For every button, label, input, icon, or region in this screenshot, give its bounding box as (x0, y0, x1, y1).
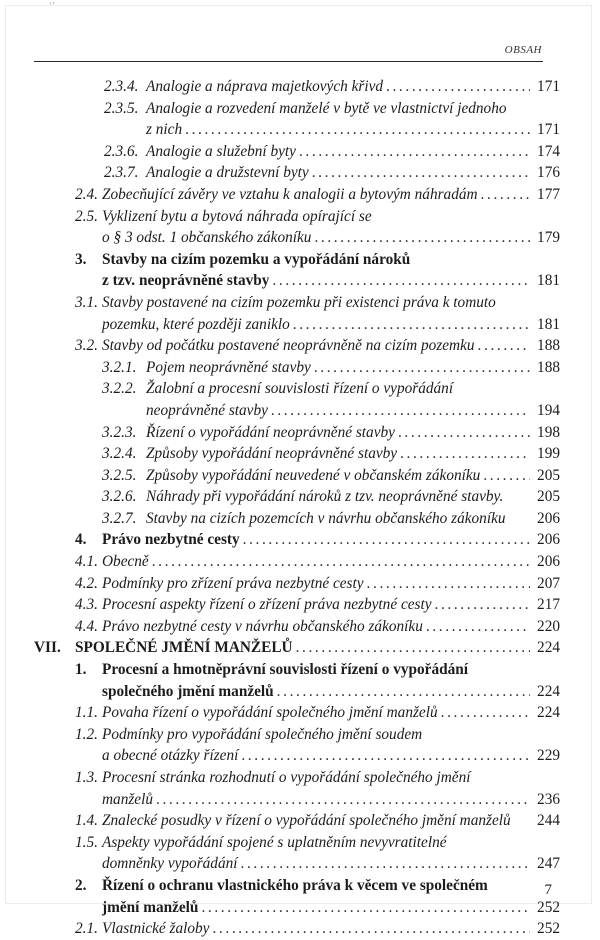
toc-entry-number: 2.3.4. (104, 78, 139, 95)
toc-entry-page: 207 (537, 574, 560, 592)
toc-entry-number: 3.2.2. (102, 380, 137, 398)
toc-entry-title: SPOLEČNÉ JMĚNÍ MANŽELŮ (75, 639, 293, 657)
dot-leader (209, 918, 530, 940)
toc-entry-line (0, 897, 600, 919)
dot-leader (296, 141, 530, 163)
toc-entry-number: 2.1. (75, 920, 98, 938)
toc-entry-page: 206 (537, 531, 560, 549)
toc-entry-page: 236 (537, 790, 560, 808)
toc-entry-page: 188 (537, 358, 560, 376)
toc-entry-title: společného jmění manželů (102, 682, 274, 700)
toc-entry-line (0, 162, 600, 184)
toc-entry-line (0, 724, 600, 746)
toc-entry-line (0, 249, 600, 271)
toc-entry-number: 4.1. (75, 553, 98, 571)
toc-entry-line (0, 659, 600, 681)
toc-entry-title: Stavby na cizích pozemcích v návrhu občanského zákoníku (146, 509, 506, 527)
dot-leader (423, 616, 530, 638)
toc-entry-number: 1.5. (75, 833, 98, 851)
toc-entry-title: Aspekty vypořádání spojené s uplatněním nevyvratitelné (102, 833, 447, 851)
dot-leader (182, 119, 530, 141)
toc-entry-line (0, 314, 600, 336)
toc-entry-number: 1.3. (75, 769, 98, 786)
toc-entry-title: domněnky vypořádání (102, 855, 238, 873)
toc-entry-line (0, 465, 600, 487)
toc-entry-line (0, 767, 600, 789)
toc-entry-title: Stavby od počátku postavené neoprávněně na cizím pozemku (102, 337, 475, 355)
toc-entry-line (0, 422, 600, 444)
toc-entry-number: 2.3.7. (104, 164, 139, 182)
toc-entry-title: Řízení o vypořádání neoprávněné stavby (146, 423, 395, 441)
toc-entry-title: Náhrady při vypořádání nároků z tzv. neoprávněné stavby. (146, 488, 504, 506)
dot-leader (364, 573, 530, 595)
toc-entry-page: 181 (537, 272, 560, 290)
dot-leader (268, 400, 530, 422)
toc-entry-line (0, 745, 600, 767)
toc-entry-line (0, 853, 600, 875)
toc-entry-title: Stavby na cizím pozemku a vypořádání nároků (102, 250, 411, 268)
toc-entry-line (0, 810, 600, 832)
dot-leader (290, 314, 530, 336)
toc-entry-line (0, 357, 600, 379)
toc-entry-line (0, 616, 600, 638)
toc-entry-line (0, 486, 600, 508)
dot-leader (438, 702, 530, 724)
toc-entry-number: 3.2.4. (102, 445, 137, 463)
toc-entry-number: 4. (75, 531, 87, 549)
toc-entry-number: VII. (34, 639, 61, 657)
toc-entry-page: 171 (537, 121, 560, 139)
dot-leader (238, 745, 530, 767)
toc-entry-page: 220 (537, 617, 560, 635)
dot-leader (198, 897, 530, 919)
toc-entry-title: Žalobní a procesní souvislosti řízení o vypořádání (146, 380, 454, 398)
toc-entry-title: Způsoby vypořádání neoprávněné stavby (146, 445, 398, 463)
toc-entry-page: 224 (537, 682, 560, 700)
toc-entry-line (0, 573, 600, 595)
dot-leader (383, 76, 530, 98)
toc-entry-line (0, 594, 600, 616)
toc-entry-page: 229 (537, 747, 560, 765)
toc-entry-title: z nich (146, 121, 183, 139)
header-rule (34, 61, 543, 62)
toc-entry-title: Analogie a služební byty (146, 142, 296, 160)
toc-entry-page: 199 (537, 445, 560, 463)
toc-entry-line (0, 270, 600, 292)
toc-entry-number: 2.5. (75, 207, 98, 225)
toc-entry-line (0, 335, 600, 357)
dot-leader (475, 335, 530, 357)
dot-leader (149, 551, 530, 573)
toc-entry-title: Procesní a hmotněprávní souvislosti řízení o vypořádání (102, 661, 469, 679)
dot-leader (311, 357, 530, 379)
toc-entry-number: 4.2. (75, 574, 98, 592)
toc-entry-title: Právo nezbytné cesty (102, 531, 240, 549)
toc-entry-page: 171 (537, 78, 560, 95)
toc-entry-title: Vyklizení bytu a bytová náhrada opírající se (102, 207, 372, 225)
toc-entry-title: z tzv. neoprávněné stavby (102, 272, 270, 290)
table-of-contents (0, 76, 600, 940)
toc-entry-page: 224 (537, 639, 560, 657)
toc-entry-number: 2.4. (75, 185, 98, 203)
toc-entry-number: 1. (75, 661, 87, 679)
toc-entry-title: pozemku, které později zaniklo (102, 315, 290, 333)
toc-entry-page: 177 (537, 185, 560, 203)
toc-entry-number: 1.2. (75, 725, 98, 743)
toc-entry-line (0, 184, 600, 206)
toc-entry-page: 206 (537, 509, 560, 527)
toc-entry-number: 3.2.3. (102, 423, 137, 441)
toc-entry-line (0, 637, 600, 659)
toc-entry-title: Procesní aspekty řízení o zřízení práva nezbytné cesty (102, 596, 432, 614)
dot-leader (240, 529, 530, 551)
toc-entry-title: Podmínky pro zřízení práva nezbytné cesty (102, 574, 364, 592)
toc-entry-line (0, 227, 600, 249)
dot-leader (395, 422, 530, 444)
toc-entry-number: 1.1. (75, 704, 98, 722)
dot-leader (274, 681, 530, 703)
dot-leader (397, 443, 530, 465)
toc-entry-title: manželů (102, 790, 153, 808)
dot-leader (311, 227, 530, 249)
toc-entry-number: 3.2.7. (102, 509, 137, 527)
toc-entry-number: 4.3. (75, 596, 98, 614)
toc-entry-page: 181 (537, 315, 560, 333)
dot-leader (309, 162, 530, 184)
toc-entry-page: 247 (537, 855, 560, 873)
toc-entry-line (0, 378, 600, 400)
toc-entry-page: 252 (537, 898, 560, 916)
toc-entry-page: 179 (537, 229, 560, 247)
toc-entry-line (0, 292, 600, 314)
toc-entry-title: Povaha řízení o vypořádání společného jmění manželů (102, 704, 438, 722)
dot-leader (238, 853, 530, 875)
toc-entry-title: neoprávněné stavby (146, 401, 268, 419)
toc-entry-title: Stavby postavené na cizím pozemku při existenci práva k tomuto (102, 293, 496, 311)
toc-entry-title: Vlastnické žaloby (102, 920, 210, 938)
toc-entry-line (0, 832, 600, 854)
toc-entry-line (0, 529, 600, 551)
toc-entry-number: 3.2.1. (102, 358, 137, 376)
toc-entry-line (0, 702, 600, 724)
page-number: 7 (544, 882, 552, 898)
toc-entry-number: 3.1. (75, 293, 98, 311)
toc-entry-page: 217 (537, 596, 560, 614)
toc-entry-line (0, 141, 600, 163)
dot-leader (432, 594, 530, 616)
toc-entry-title: a obecné otázky řízení (102, 747, 239, 765)
toc-entry-line (0, 789, 600, 811)
toc-entry-title: Podmínky pro vypořádání společného jmění soudem (102, 725, 423, 743)
toc-entry-title: Procesní stránka rozhodnutí o vypořádání společného jmění (102, 769, 471, 786)
toc-entry-title: Analogie a náprava majetkových křivd (146, 78, 384, 95)
toc-entry-page: 176 (537, 164, 560, 182)
toc-entry-title: Řízení o ochranu vlastnického práva k věcem ve společném (102, 876, 488, 894)
toc-entry-line (0, 119, 600, 141)
toc-entry-line (0, 206, 600, 228)
toc-entry-line (0, 98, 600, 120)
toc-entry-number: 3. (75, 250, 87, 268)
running-head: OBSAH (504, 44, 542, 56)
toc-entry-title: o § 3 odst. 1 občanského zákoníku (102, 229, 312, 247)
dot-leader (293, 637, 530, 659)
toc-entry-line (0, 508, 600, 530)
corner-mark: ʻʼ (49, 2, 55, 12)
toc-entry-page: 252 (537, 920, 560, 938)
toc-entry-number: 1.4. (75, 812, 98, 830)
toc-entry-page: 224 (537, 704, 560, 722)
toc-entry-title: Znalecké posudky v řízení o vypořádání společného jmění manželů (102, 812, 511, 830)
toc-entry-title: Pojem neoprávněné stavby (146, 358, 311, 376)
toc-entry-title: jmění manželů (102, 898, 199, 916)
toc-entry-title: Zobecňující závěry ve vztahu k analogii a bytovým náhradám (102, 185, 478, 203)
toc-entry-number: 2.3.5. (104, 99, 139, 117)
toc-entry-number: 3.2.5. (102, 466, 137, 484)
dot-leader (480, 465, 530, 487)
toc-entry-page: 194 (537, 401, 560, 419)
dot-leader (153, 789, 530, 811)
toc-entry-page: 205 (537, 466, 560, 484)
toc-entry-page: 198 (537, 423, 560, 441)
toc-entry-page: 174 (537, 142, 560, 160)
toc-entry-line (0, 918, 600, 940)
toc-entry-title: Právo nezbytné cesty v návrhu občanského zákoníku (102, 617, 423, 635)
toc-entry-line (0, 400, 600, 422)
toc-entry-page: 188 (537, 337, 560, 355)
toc-entry-title: Analogie a družstevní byty (146, 164, 309, 182)
toc-entry-line (0, 681, 600, 703)
toc-entry-title: Obecně (102, 553, 149, 571)
toc-entry-number: 3.2. (75, 337, 98, 355)
toc-entry-line (0, 875, 600, 897)
toc-entry-title: Způsoby vypořádání neuvedené v občanském zákoníku (146, 466, 481, 484)
toc-entry-number: 2.3.6. (104, 142, 139, 160)
toc-entry-page: 205 (537, 488, 560, 506)
toc-entry-line (0, 76, 600, 98)
toc-entry-number: 4.4. (75, 617, 98, 635)
toc-entry-title: Analogie a rozvedení manželé v bytě ve vlastnictví jednoho (146, 99, 507, 117)
dot-leader (478, 184, 530, 206)
toc-entry-line (0, 443, 600, 465)
toc-entry-number: 3.2.6. (102, 488, 137, 506)
toc-entry-page: 244 (537, 812, 560, 830)
dot-leader (269, 270, 530, 292)
toc-entry-number: 2. (75, 876, 87, 894)
toc-entry-line (0, 551, 600, 573)
toc-entry-page: 206 (537, 553, 560, 571)
